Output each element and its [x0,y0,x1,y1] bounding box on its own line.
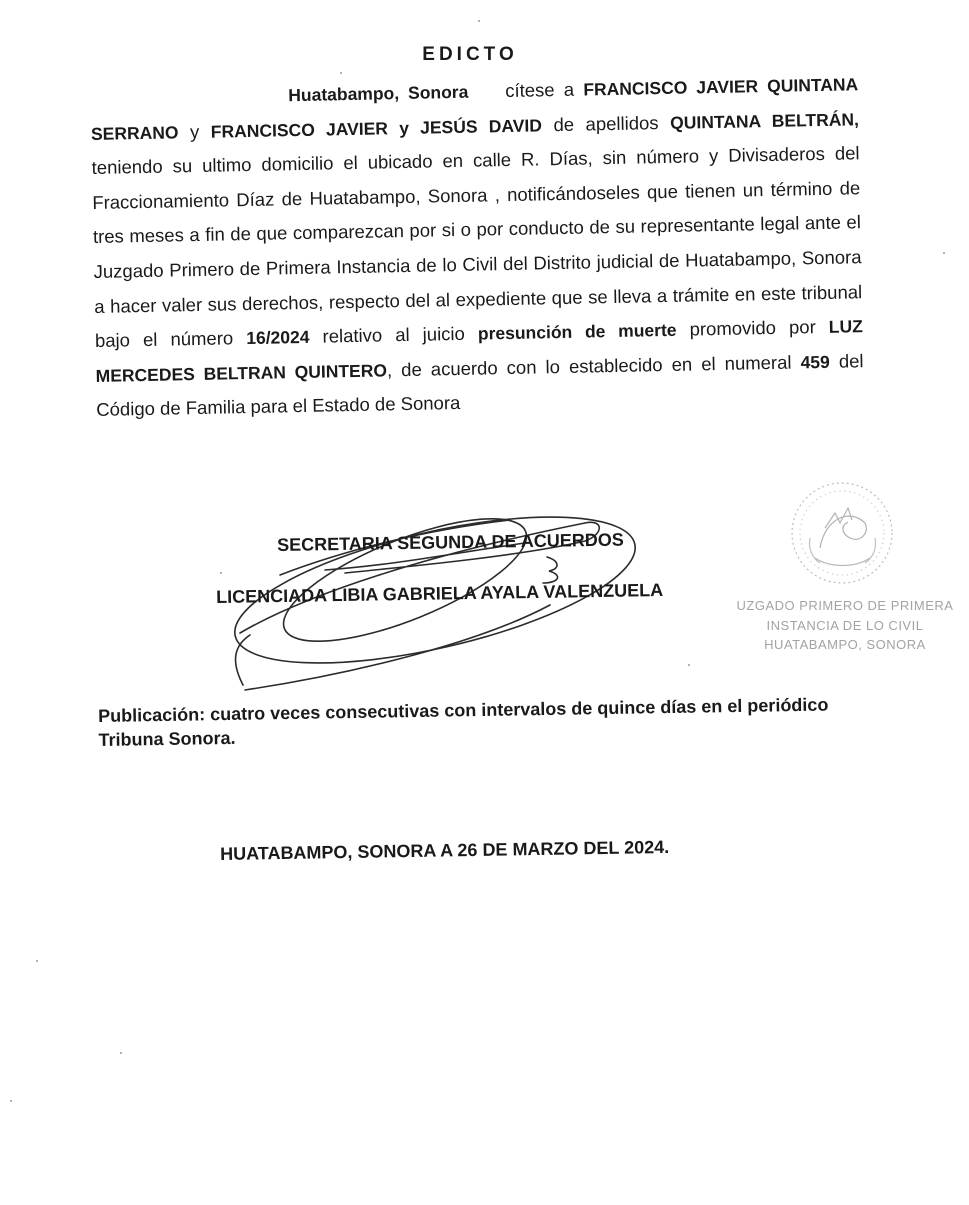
scan-speck [688,664,690,666]
body-text-6: promovido por [689,316,816,340]
scan-speck [340,72,342,74]
scan-speck [943,252,945,254]
place-text: Huatabampo, Sonora [288,81,469,106]
case-type: presunción de muerte [477,319,677,344]
body-text-1: cítese a [505,78,575,102]
body-text-2: y [189,120,200,142]
body-text-8: del Código de Familia para el Estado de Sonora [96,349,864,421]
seal-text-line-2: INSTANCIA DE LO CIVIL [766,618,924,633]
mexican-coat-of-arms-icon [780,478,905,588]
case-number: 16/2024 [246,326,310,349]
date-line: HUATABAMPO, SONORA A 26 DE MARZO DEL 2024. [220,836,670,864]
scan-speck [10,1100,12,1102]
person-names-2: FRANCISCO JAVIER y JESÚS DAVID [210,114,543,142]
body-text-3: de apellidos [553,111,659,135]
edict-body [90,67,864,428]
body-text-5: relativo al juicio [322,323,466,347]
court-seal [725,470,965,660]
paragraph-indent [90,101,288,105]
promoter-name: LUZ MERCEDES BELTRAN QUINTERO [95,316,864,386]
publication-note: Publicación: cuatro veces consecutivas con intervalos de quince días en el periódico Tribuna Sonora. [98,694,829,750]
scan-speck [36,960,38,962]
body-text-7: , de acuerdo con lo establecido en el numeral [386,351,792,381]
article-number: 459 [800,351,830,373]
surnames: QUINTANA BELTRÁN, [669,108,860,133]
signatory-position: SECRETARIA SEGUNDA DE ACUERDOS [277,529,624,555]
document-title: EDICTO [422,44,518,65]
scan-speck [220,572,222,574]
body-text-4: teniendo su ultimo domicilio el ubicado en calle R. Días, sin número y Divisaderos del Fraccionamiento Díaz de Huatabampo, Sonora , notificándoseles que tienen un término de tres meses a fin de que comparezcan por si o por conducto de su representante legal ante el Juzgado Primero de Primera Instancia de lo Civil del Distrito judicial de Huatabampo, Sonora a hacer valer sus derechos, respecto del al expediente que se lleva a trámite en este tribunal bajo el número [91,142,863,352]
seal-text-line-1: UZGADO PRIMERO DE PRIMERA [736,598,954,613]
scan-speck [478,20,480,22]
person-name-1: FRANCISCO JAVIER QUINTANA SERRANO [90,74,859,144]
seal-text-line-3: HUATABAMPO, SONORA [764,637,926,652]
scan-speck [120,1052,122,1054]
signatory-name: LICENCIADA LIBIA GABRIELA AYALA VALENZUELA [216,579,664,607]
